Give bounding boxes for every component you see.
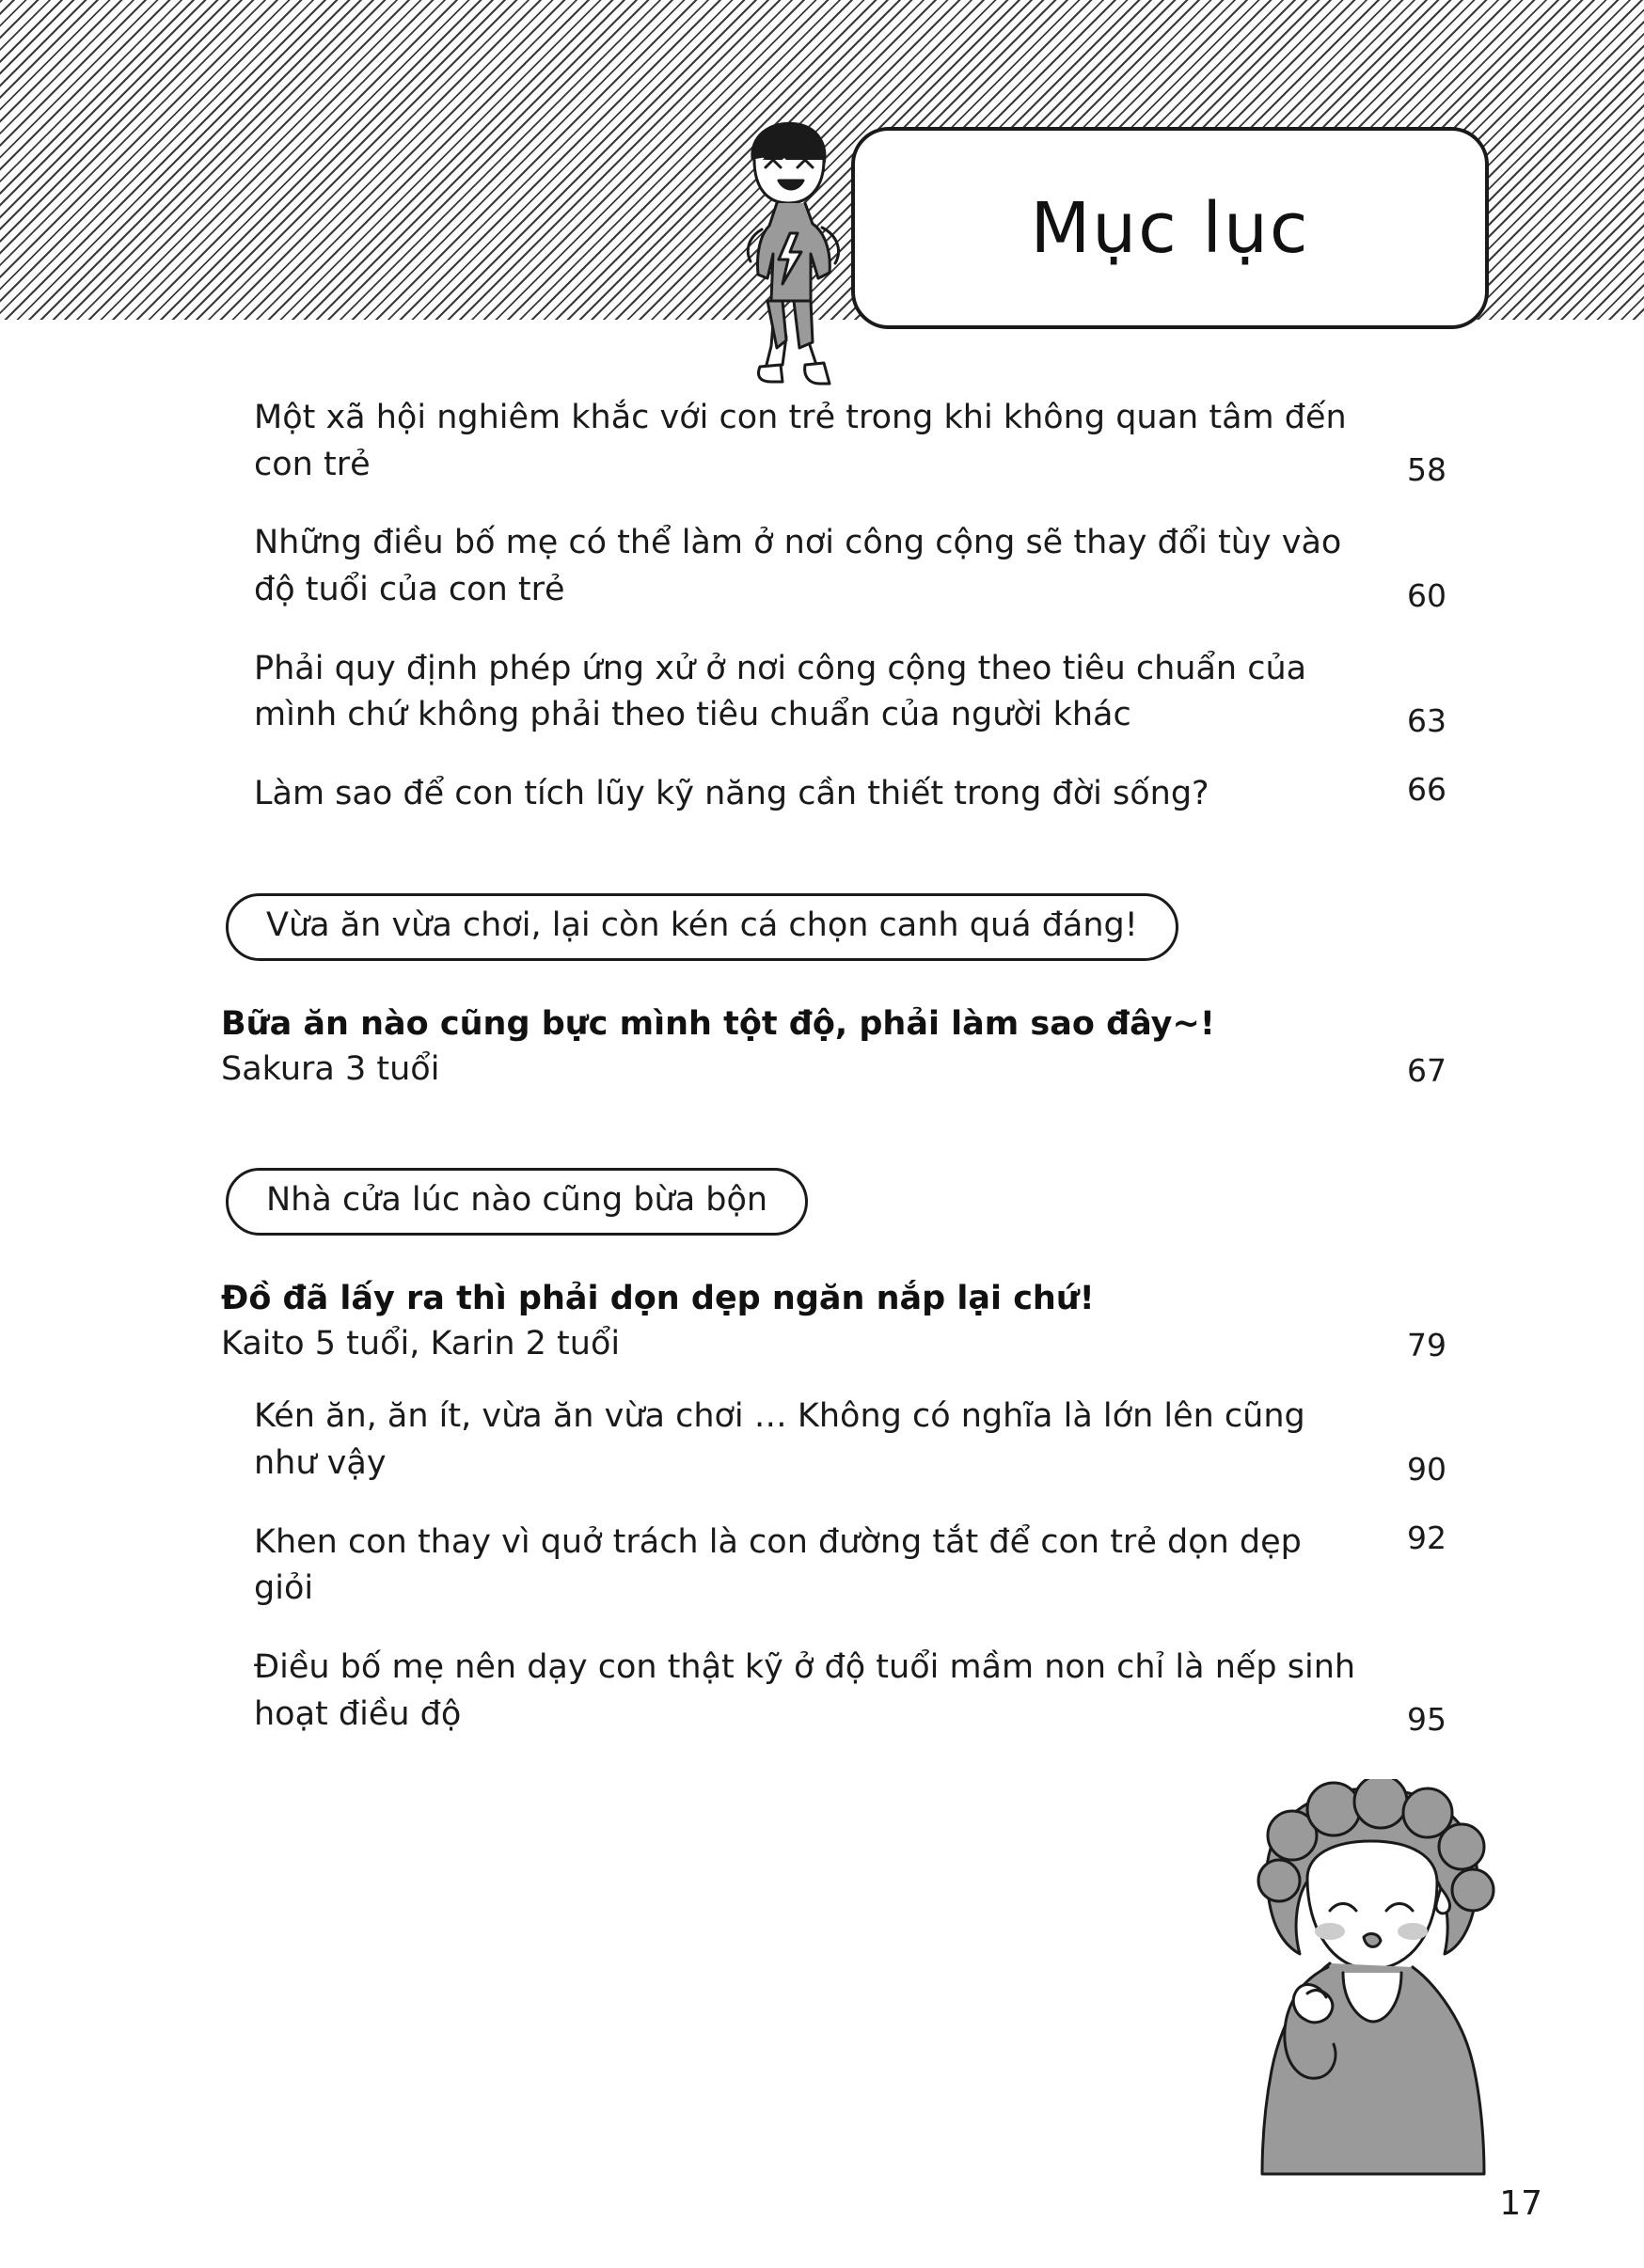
toc-entry[interactable]: [0, 1394, 1644, 1487]
section-subtitle: Sakura 3 tuổi: [221, 1050, 440, 1089]
title-bubble: [851, 127, 1489, 329]
section-pill[interactable]: Nhà cửa lúc nào cũng bừa bộn: [226, 1168, 808, 1236]
toc-entry-text: Khen con thay vì quở trách là con đường tắt để con trẻ dọn dẹp giỏi: [254, 1522, 1302, 1608]
toc-entry-page: 66: [1407, 771, 1446, 809]
toc-entry-text: Điều bố mẹ nên dạy con thật kỹ ở độ tuổi mầm non chỉ là nếp sinh hoạt điều độ: [254, 1648, 1356, 1733]
toc-entry-text: Một xã hội nghiêm khắc với con trẻ trong khi không quan tâm đến con trẻ: [254, 399, 1347, 483]
section-page: 79: [1407, 1327, 1446, 1364]
toc-entry-page: 92: [1407, 1519, 1446, 1556]
toc-entry-text: Kén ăn, ăn ít, vừa ăn vừa chơi … Không có nghĩa là lớn lên cũng như vậy: [254, 1397, 1305, 1482]
toc-entry[interactable]: [0, 1520, 1644, 1613]
toc-section[interactable]: [0, 1002, 1644, 1093]
toc-entry[interactable]: [0, 1645, 1644, 1738]
toc-entry[interactable]: [0, 520, 1644, 613]
section-title: Bữa ăn nào cũng bực mình tột độ, phải làm sao đây~!: [221, 1004, 1215, 1043]
section-pill-wrap: [0, 1168, 1644, 1236]
toc-entry-page: 90: [1407, 1450, 1446, 1488]
woman-character-icon: [1202, 1779, 1541, 2183]
toc-entry-page: 95: [1407, 1701, 1446, 1739]
toc-section[interactable]: [0, 1277, 1644, 1367]
page-title: Mục lục: [1030, 187, 1310, 269]
toc-entry-page: 58: [1407, 451, 1446, 489]
section-pill-wrap: [0, 893, 1644, 961]
section-pill[interactable]: Vừa ăn vừa chơi, lại còn kén cá chọn canh quá đáng!: [226, 893, 1178, 961]
toc-entry-text: Những điều bố mẹ có thể làm ở nơi công cộng sẽ thay đổi tùy vào độ tuổi của con trẻ: [254, 524, 1342, 609]
toc-entry-page: 60: [1407, 576, 1446, 614]
section-page: 67: [1407, 1052, 1446, 1090]
section-title: Đồ đã lấy ra thì phải dọn dẹp ngăn nắp lại chứ!: [221, 1280, 1095, 1318]
toc-entry[interactable]: [0, 395, 1644, 488]
toc-entry[interactable]: [0, 646, 1644, 739]
toc-entry-page: 63: [1407, 702, 1446, 740]
section-sub-entries: [0, 1394, 1644, 1738]
toc-entry[interactable]: [0, 771, 1644, 818]
toc-entry-text: Làm sao để con tích lũy kỹ năng cần thiết trong đời sống?: [254, 775, 1209, 813]
page-folio: 17: [1499, 2184, 1542, 2223]
toc-content: [0, 395, 1644, 1770]
section-subtitle: Kaito 5 tuổi, Karin 2 tuổi: [221, 1325, 621, 1363]
toc-entry-text: Phải quy định phép ứng xử ở nơi công cộng theo tiêu chuẩn của mình chứ không phải theo tiêu chuẩn của người khác: [254, 649, 1307, 734]
